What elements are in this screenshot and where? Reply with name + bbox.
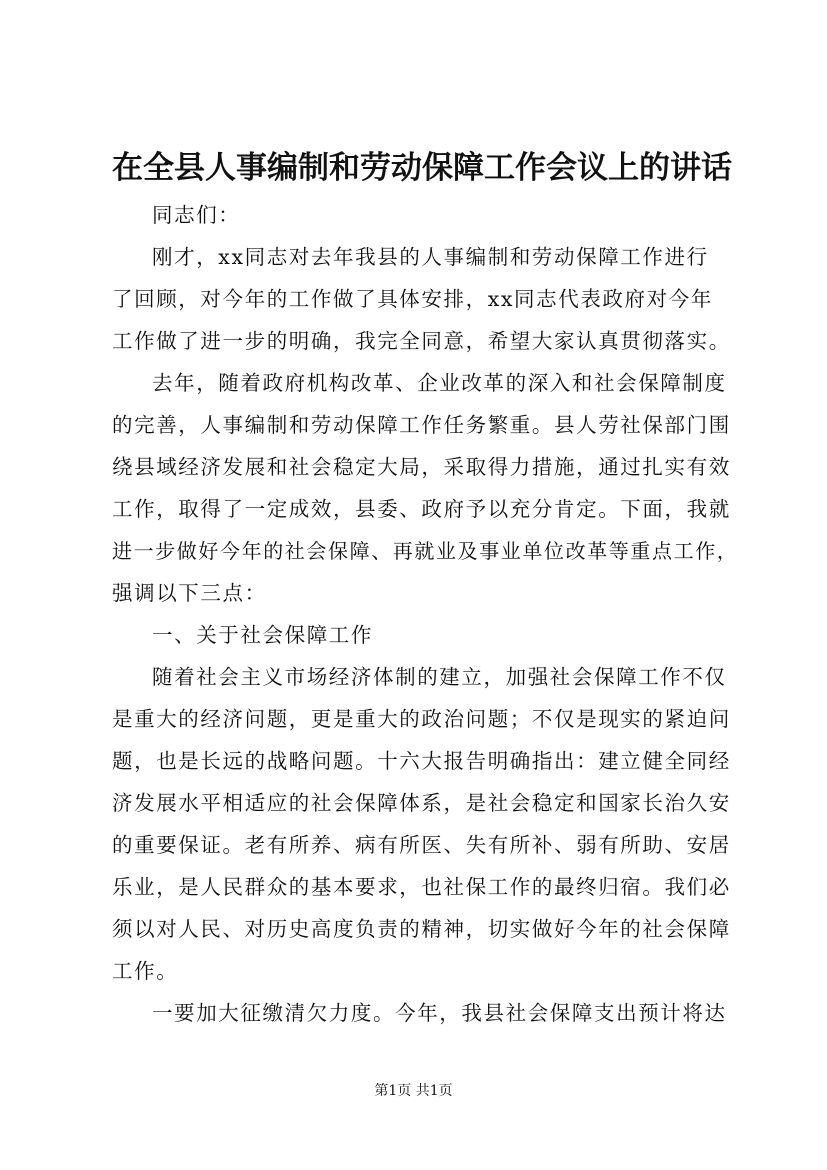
paragraph-line: 题，也是长远的战略问题。十六大报告明确指出：建立健全同经: [112, 749, 731, 773]
salutation: 同志们：: [152, 203, 241, 227]
paragraph-line: 是重大的经济问题，更是重大的政治问题；不仅是现实的紧迫问: [112, 707, 731, 731]
paragraph-line: 乐业，是人民群众的基本要求，也社保工作的最终归宿。我们必: [112, 875, 731, 899]
paragraph-line: 进一步做好今年的社会保障、再就业及事业单位改革等重点工作，: [112, 539, 739, 563]
paragraph-line: 须以对人民、对历史高度负责的精神，切实做好今年的社会保障: [112, 917, 731, 941]
paragraph-line: 刚才，xx同志对去年我县的人事编制和劳动保障工作进行: [152, 245, 709, 269]
page-footer: 第1页 共1页: [374, 1083, 453, 1099]
paragraph-line: 随着社会主义市场经济体制的建立，加强社会保障工作不仅: [152, 665, 727, 689]
paragraph-line: 工作。: [112, 959, 179, 983]
paragraph-line: 绕县域经济发展和社会稳定大局，采取得力措施，通过扎实有效: [112, 455, 731, 479]
document-title: 在全县人事编制和劳动保障工作会议上的讲话: [112, 150, 732, 186]
paragraph-line: 济发展水平相适应的社会保障体系，是社会稳定和国家长治久安: [112, 791, 731, 815]
paragraph-line: 的完善，人事编制和劳动保障工作任务繁重。县人劳社保部门围: [112, 413, 731, 437]
paragraph-line: 工作，取得了一定成效，县委、政府予以充分肯定。下面，我就: [112, 497, 731, 521]
paragraph-line: 一要加大征缴清欠力度。今年，我县社会保障支出预计将达: [152, 1001, 727, 1025]
paragraph-line: 的重要保证。老有所养、病有所医、失有所补、弱有所助、安居: [112, 833, 731, 857]
paragraph-line: 去年，随着政府机构改革、企业改革的深入和社会保障制度: [152, 371, 727, 395]
paragraph-line: 强调以下三点：: [112, 581, 267, 605]
paragraph-line: 了回顾，对今年的工作做了具体安排，xx同志代表政府对今年: [112, 287, 713, 311]
section-heading: 一、关于社会保障工作: [152, 623, 373, 647]
paragraph-line: 工作做了进一步的明确，我完全同意，希望大家认真贯彻落实。: [112, 329, 731, 353]
